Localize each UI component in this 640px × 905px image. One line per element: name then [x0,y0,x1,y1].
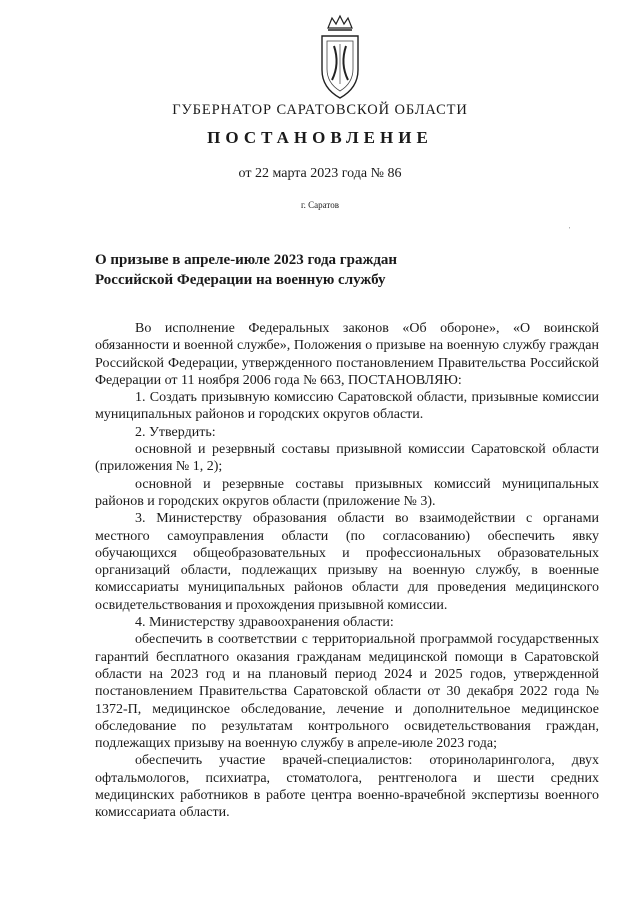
coat-of-arms-icon [318,14,362,100]
paragraph-item-4b: обеспечить участие врачей-специалистов: оториноларинголога, двух офтальмологов, психиатра, стоматолога, рентгенолога и шести средних медицинских работников в работе центра военно-врачебной экспертизы военного комиссариата области. [95,753,599,821]
paragraph-item-2b: основной и резервные составы призывных комиссий муниципальных районов и городских округов области (приложение № 3). [95,476,599,509]
document-city: г. Саратов [301,200,339,210]
paragraph-item-2a: основной и резервный составы призывной комиссии Саратовской области (приложения № 1, 2); [95,442,599,475]
paragraph-preamble: Во исполнение Федеральных законов «Об обороне», «О воинской обязанности и военной службе», Положения о призыве на военную службу граждан Российской Федерации, утвержденного постановлением Правительства Российской Федерации от 11 ноября 2006 года № 663, ПОСТАНОВЛЯЮ: [95,321,599,388]
issuing-authority: ГУБЕРНАТОР САРАТОВСКОЙ ОБЛАСТИ [172,102,468,118]
paragraph-item-4a: обеспечить в соответствии с территориальной программой государственных гарантий бесплатного оказания гражданам медицинской помощи в Саратовской области на 2023 год и на плановый период 2024 и 2025 годов, утвержденной постановлением Правительства Саратовской области от 30 декабря 2022 года № 1372-П, медицинское обследование, лечение и дополнительное медицинское обследование по результатам контрольного освидетельствования граждан, подлежащих призыву на военную службу в апреле-июле 2023 года; [95,632,599,752]
scan-mark: ' [569,226,571,234]
document-date-number: от 22 марта 2023 года № 86 [238,166,402,181]
paragraph-item-2: 2. Утвердить: [135,424,216,440]
paragraph-item-1: 1. Создать призывную комиссию Саратовской области, призывные комиссии муниципальных районов и городских округов области. [95,390,599,423]
document-type: ПОСТАНОВЛЕНИЕ [207,128,433,147]
document-body [95,320,599,822]
document-title: О призыве в апреле-июле 2023 года граждан Российской Федерации на военную службу [95,252,398,288]
paragraph-item-3: 3. Министерству образования области во взаимодействии с органами местного самоуправления области (по согласованию) обеспечить явку обучающихся общеобразовательных и профессиональных образовательных организаций области, подлежащих призыву на военную службу, в военные комиссариаты муниципальных районов области для проведения медицинского освидетельствования и прохождения призывной комиссии. [95,511,599,613]
paragraph-item-4: 4. Министерству здравоохранения области: [135,615,394,631]
